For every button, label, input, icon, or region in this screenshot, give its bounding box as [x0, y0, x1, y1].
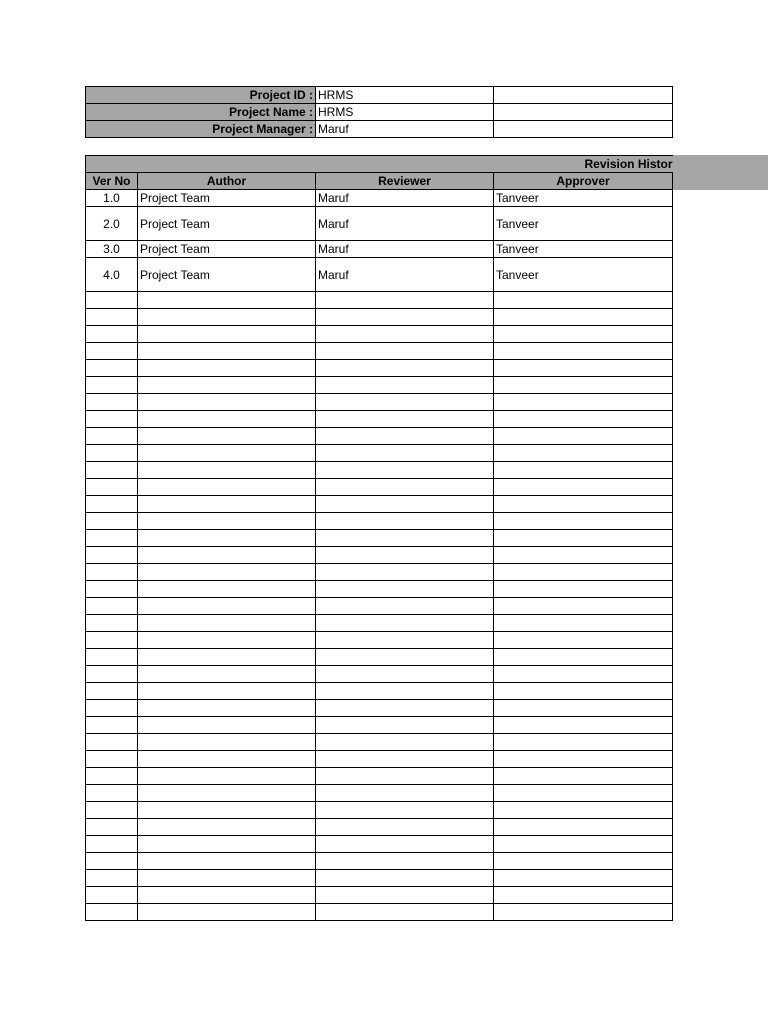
empty-cell[interactable]	[316, 598, 494, 615]
empty-table-row	[86, 751, 673, 768]
empty-cell[interactable]	[494, 751, 673, 768]
project-info-table	[85, 86, 673, 138]
project-manager-value[interactable]: Maruf	[316, 121, 494, 138]
empty-cell[interactable]	[86, 445, 138, 462]
empty-table-row	[86, 615, 673, 632]
empty-cell[interactable]	[316, 326, 494, 343]
empty-cell[interactable]	[316, 666, 494, 683]
empty-cell[interactable]	[86, 870, 138, 887]
empty-cell[interactable]	[494, 309, 673, 326]
empty-cell[interactable]	[138, 734, 316, 751]
empty-cell[interactable]	[138, 377, 316, 394]
empty-cell[interactable]	[494, 649, 673, 666]
empty-cell[interactable]	[86, 785, 138, 802]
empty-cell[interactable]	[316, 547, 494, 564]
empty-cell[interactable]	[138, 751, 316, 768]
project-name-row	[86, 104, 673, 121]
empty-cell[interactable]	[494, 819, 673, 836]
empty-cell[interactable]	[316, 615, 494, 632]
empty-cell[interactable]	[86, 615, 138, 632]
empty-table-row	[86, 445, 673, 462]
empty-table-row	[86, 360, 673, 377]
empty-cell[interactable]	[138, 615, 316, 632]
empty-table-row	[86, 734, 673, 751]
empty-cell[interactable]	[86, 751, 138, 768]
ver-no-cell[interactable]: 3.0	[86, 241, 138, 258]
empty-table-row	[86, 343, 673, 360]
empty-cell[interactable]	[316, 530, 494, 547]
empty-cell[interactable]	[316, 768, 494, 785]
empty-table-row	[86, 513, 673, 530]
empty-cell[interactable]	[494, 734, 673, 751]
empty-cell[interactable]	[86, 717, 138, 734]
empty-cell[interactable]	[138, 411, 316, 428]
empty-cell[interactable]	[316, 632, 494, 649]
header-reviewer: Reviewer	[316, 173, 494, 190]
empty-table-row	[86, 870, 673, 887]
empty-cell[interactable]	[316, 343, 494, 360]
empty-cell[interactable]	[494, 802, 673, 819]
empty-table-row	[86, 904, 673, 921]
reviewer-cell[interactable]: Maruf	[316, 258, 494, 292]
header-approver: Approver	[494, 173, 673, 190]
empty-cell[interactable]	[138, 768, 316, 785]
empty-cell[interactable]	[316, 564, 494, 581]
ver-no-cell[interactable]: 1.0	[86, 190, 138, 207]
empty-table-row	[86, 377, 673, 394]
empty-cell[interactable]	[86, 547, 138, 564]
empty-table-row	[86, 564, 673, 581]
empty-cell[interactable]	[316, 870, 494, 887]
empty-cell[interactable]	[316, 785, 494, 802]
ver-no-cell[interactable]: 4.0	[86, 258, 138, 292]
empty-table-row	[86, 802, 673, 819]
project-name-value[interactable]: HRMS	[316, 104, 494, 121]
empty-cell[interactable]	[86, 360, 138, 377]
empty-cell[interactable]	[86, 802, 138, 819]
empty-table-row	[86, 717, 673, 734]
empty-cell[interactable]	[494, 717, 673, 734]
empty-cell[interactable]	[138, 445, 316, 462]
empty-cell[interactable]	[86, 598, 138, 615]
empty-table-row	[86, 683, 673, 700]
empty-table-row	[86, 547, 673, 564]
empty-cell[interactable]	[316, 445, 494, 462]
empty-table-row	[86, 530, 673, 547]
empty-cell[interactable]	[138, 836, 316, 853]
empty-cell[interactable]	[316, 853, 494, 870]
empty-cell[interactable]	[86, 734, 138, 751]
project-id-row	[86, 87, 673, 104]
empty-table-row	[86, 479, 673, 496]
revision-history-title-overflow	[672, 155, 768, 190]
empty-cell[interactable]	[86, 853, 138, 870]
empty-cell[interactable]	[86, 394, 138, 411]
empty-cell[interactable]	[86, 513, 138, 530]
empty-table-row	[86, 462, 673, 479]
empty-cell[interactable]	[316, 394, 494, 411]
empty-cell[interactable]	[316, 513, 494, 530]
empty-cell[interactable]	[316, 377, 494, 394]
empty-cell[interactable]	[86, 581, 138, 598]
empty-cell[interactable]	[316, 683, 494, 700]
author-cell[interactable]: Project Team	[138, 241, 316, 258]
empty-cell[interactable]	[86, 411, 138, 428]
empty-table-row	[86, 581, 673, 598]
empty-cell[interactable]	[494, 564, 673, 581]
empty-cell[interactable]	[138, 649, 316, 666]
empty-cell[interactable]	[138, 904, 316, 921]
project-manager-label: Project Manager :	[86, 121, 316, 138]
revision-history-title: Revision Histor	[86, 156, 673, 173]
empty-cell[interactable]	[494, 496, 673, 513]
empty-cell[interactable]	[316, 292, 494, 309]
empty-cell[interactable]	[138, 292, 316, 309]
empty-cell[interactable]	[86, 666, 138, 683]
project-manager-row	[86, 121, 673, 138]
empty-cell[interactable]	[138, 802, 316, 819]
reviewer-cell[interactable]: Maruf	[316, 241, 494, 258]
empty-cell[interactable]	[86, 904, 138, 921]
empty-cell[interactable]	[138, 632, 316, 649]
empty-cell[interactable]	[494, 887, 673, 904]
empty-cell[interactable]	[86, 530, 138, 547]
empty-cell[interactable]	[138, 564, 316, 581]
empty-table-row	[86, 700, 673, 717]
empty-table-row	[86, 496, 673, 513]
empty-table-row	[86, 649, 673, 666]
empty-cell[interactable]	[494, 853, 673, 870]
empty-cell[interactable]	[138, 700, 316, 717]
empty-cell[interactable]	[138, 717, 316, 734]
empty-cell[interactable]	[86, 632, 138, 649]
revision-history-header-row	[86, 173, 673, 190]
empty-cell[interactable]	[316, 904, 494, 921]
empty-cell[interactable]	[494, 598, 673, 615]
empty-cell[interactable]	[316, 411, 494, 428]
empty-cell[interactable]	[494, 343, 673, 360]
author-cell[interactable]: Project Team	[138, 258, 316, 292]
empty-cell[interactable]	[316, 309, 494, 326]
empty-cell[interactable]	[494, 700, 673, 717]
approver-cell[interactable]: Tanveer	[494, 190, 673, 207]
empty-cell[interactable]	[494, 411, 673, 428]
empty-cell[interactable]	[86, 428, 138, 445]
empty-cell[interactable]	[494, 428, 673, 445]
empty-cell[interactable]	[138, 513, 316, 530]
approver-cell[interactable]: Tanveer	[494, 207, 673, 241]
empty-cell[interactable]	[494, 104, 673, 121]
empty-cell[interactable]	[138, 309, 316, 326]
empty-table-row	[86, 887, 673, 904]
empty-cell[interactable]	[494, 87, 673, 104]
empty-cell[interactable]	[138, 428, 316, 445]
empty-cell[interactable]	[316, 887, 494, 904]
empty-cell[interactable]	[494, 768, 673, 785]
empty-cell[interactable]	[86, 564, 138, 581]
empty-table-row	[86, 666, 673, 683]
empty-cell[interactable]	[494, 683, 673, 700]
ver-no-cell[interactable]: 2.0	[86, 207, 138, 241]
empty-cell[interactable]	[494, 445, 673, 462]
empty-cell[interactable]	[494, 377, 673, 394]
empty-cell[interactable]	[494, 394, 673, 411]
empty-cell[interactable]	[494, 513, 673, 530]
empty-cell[interactable]	[494, 292, 673, 309]
table-row	[86, 190, 673, 207]
author-cell[interactable]: Project Team	[138, 190, 316, 207]
reviewer-cell[interactable]: Maruf	[316, 190, 494, 207]
empty-cell[interactable]	[316, 428, 494, 445]
empty-table-row	[86, 428, 673, 445]
empty-cell[interactable]	[86, 326, 138, 343]
empty-table-row	[86, 853, 673, 870]
empty-cell[interactable]	[316, 360, 494, 377]
empty-cell[interactable]	[494, 615, 673, 632]
empty-cell[interactable]	[316, 462, 494, 479]
empty-cell[interactable]	[138, 547, 316, 564]
empty-cell[interactable]	[494, 547, 673, 564]
empty-table-row	[86, 309, 673, 326]
approver-cell[interactable]: Tanveer	[494, 258, 673, 292]
empty-cell[interactable]	[316, 717, 494, 734]
empty-cell[interactable]	[86, 768, 138, 785]
empty-table-row	[86, 785, 673, 802]
empty-cell[interactable]	[494, 121, 673, 138]
empty-cell[interactable]	[138, 394, 316, 411]
empty-cell[interactable]	[86, 479, 138, 496]
empty-cell[interactable]	[138, 785, 316, 802]
empty-cell[interactable]	[316, 734, 494, 751]
empty-cell[interactable]	[138, 479, 316, 496]
table-row	[86, 241, 673, 258]
empty-cell[interactable]	[494, 632, 673, 649]
empty-cell[interactable]	[316, 819, 494, 836]
empty-cell[interactable]	[138, 870, 316, 887]
empty-cell[interactable]	[86, 496, 138, 513]
empty-cell[interactable]	[494, 530, 673, 547]
header-author: Author	[138, 173, 316, 190]
empty-cell[interactable]	[494, 666, 673, 683]
empty-cell[interactable]	[86, 309, 138, 326]
empty-cell[interactable]	[86, 836, 138, 853]
empty-cell[interactable]	[494, 870, 673, 887]
empty-cell[interactable]	[494, 581, 673, 598]
empty-cell[interactable]	[138, 360, 316, 377]
empty-cell[interactable]	[494, 785, 673, 802]
empty-cell[interactable]	[138, 819, 316, 836]
empty-cell[interactable]	[86, 819, 138, 836]
empty-cell[interactable]	[494, 326, 673, 343]
table-row	[86, 258, 673, 292]
empty-cell[interactable]	[86, 343, 138, 360]
empty-cell[interactable]	[138, 853, 316, 870]
empty-cell[interactable]	[86, 377, 138, 394]
empty-cell[interactable]	[316, 751, 494, 768]
empty-cell[interactable]	[138, 598, 316, 615]
empty-cell[interactable]	[138, 666, 316, 683]
header-ver-no: Ver No	[86, 173, 138, 190]
empty-cell[interactable]	[494, 479, 673, 496]
empty-cell[interactable]	[138, 887, 316, 904]
empty-cell[interactable]	[86, 887, 138, 904]
empty-cell[interactable]	[138, 581, 316, 598]
empty-cell[interactable]	[138, 343, 316, 360]
table-row	[86, 207, 673, 241]
author-cell[interactable]: Project Team	[138, 207, 316, 241]
empty-cell[interactable]	[316, 649, 494, 666]
empty-cell[interactable]	[138, 496, 316, 513]
empty-cell[interactable]	[138, 683, 316, 700]
empty-table-row	[86, 819, 673, 836]
project-id-value[interactable]: HRMS	[316, 87, 494, 104]
empty-cell[interactable]	[86, 700, 138, 717]
empty-cell[interactable]	[86, 462, 138, 479]
empty-cell[interactable]	[86, 649, 138, 666]
empty-cell[interactable]	[316, 496, 494, 513]
empty-cell[interactable]	[494, 360, 673, 377]
empty-cell[interactable]	[86, 292, 138, 309]
empty-table-row	[86, 836, 673, 853]
empty-cell[interactable]	[494, 836, 673, 853]
empty-cell[interactable]	[494, 462, 673, 479]
empty-table-row	[86, 632, 673, 649]
empty-table-row	[86, 292, 673, 309]
empty-cell[interactable]	[138, 530, 316, 547]
empty-cell[interactable]	[494, 904, 673, 921]
empty-cell[interactable]	[316, 700, 494, 717]
revision-history-title-row	[86, 156, 673, 173]
empty-cell[interactable]	[316, 479, 494, 496]
empty-table-row	[86, 598, 673, 615]
empty-table-row	[86, 411, 673, 428]
empty-cell[interactable]	[316, 836, 494, 853]
project-id-label: Project ID :	[86, 87, 316, 104]
empty-cell[interactable]	[138, 326, 316, 343]
empty-table-row	[86, 394, 673, 411]
empty-table-row	[86, 326, 673, 343]
empty-cell[interactable]	[138, 462, 316, 479]
reviewer-cell[interactable]: Maruf	[316, 207, 494, 241]
empty-cell[interactable]	[316, 802, 494, 819]
empty-cell[interactable]	[86, 683, 138, 700]
project-name-label: Project Name :	[86, 104, 316, 121]
empty-table-row	[86, 768, 673, 785]
revision-history-table	[85, 155, 673, 921]
empty-cell[interactable]	[316, 581, 494, 598]
approver-cell[interactable]: Tanveer	[494, 241, 673, 258]
